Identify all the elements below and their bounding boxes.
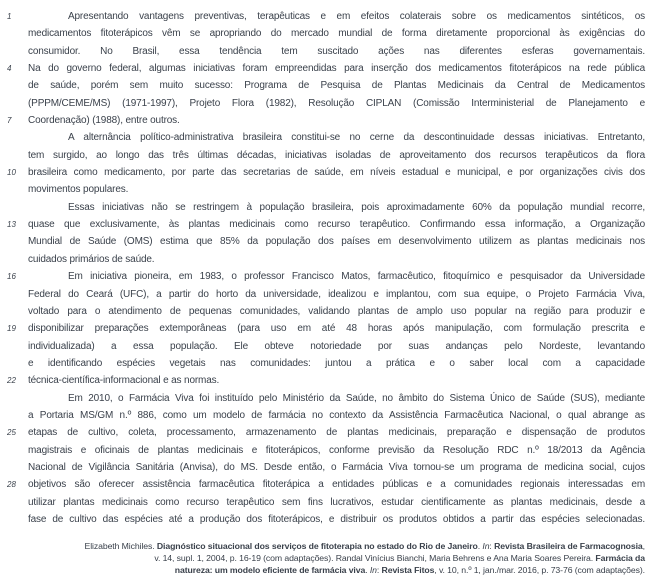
line-text: fase de cultivo das espécies até a produção dos fitoterápicos, e distribuir os produtos obtidos a partir das espécies selecionadas.: [28, 513, 645, 525]
line-text: utilizar plantas medicinais como recurso terapêutico sem fins lucrativos, estudar cientificamente as plantas medicinais, desde a: [28, 496, 645, 508]
line-text: medicamentos fitoterápicos vêm se apropriando do mercado mundial de forma diretamente proporcional às exigências do: [28, 28, 645, 40]
line-text: tem surgido, ao longo das três últimas décadas, iniciativas isoladas de aproveitamento dos recursos terapêuticos da flora: [28, 149, 645, 161]
text-line: [28, 43, 645, 60]
line-text: de saúde, porém sem muito sucesso: Programa de Pesquisa de Plantas Medicinais da Central de Medicamentos: [28, 80, 645, 92]
line-text: Coordenação) (1988), entre outros.: [28, 115, 180, 127]
text-line: [28, 338, 645, 355]
line-number: 25: [7, 428, 16, 438]
citation-segment: :: [489, 541, 495, 551]
line-text: Federal do Ceará (UFC), a partir do horto da universidade, idealizou e implantou, com sua equipe, o Projeto Farmácia Viva,: [28, 288, 645, 300]
citation-segment: In: [369, 564, 377, 575]
line-number: 19: [7, 324, 16, 334]
citation-segment: Revista Fitos: [381, 564, 435, 575]
text-line: [28, 251, 645, 268]
line-text: Essas iniciativas não se restringem à população brasileira, pois aproximadamente 60% da população mundial recorre,: [68, 201, 645, 213]
text-line: [28, 181, 645, 198]
line-text: Mundial de Saúde (OMS) estima que 85% da população dos países em desenvolvimento utilizem as plantas medicinais nos: [28, 236, 645, 248]
line-text: Apresentando vantagens preventivas, terapêuticas e em efeitos colaterais sobre os medicamentos sintéticos, os: [68, 11, 645, 22]
line-text: disponibilizar preparações extemporâneas (para uso em até 48 horas após manipulação, com formulação prescrita e: [28, 323, 645, 335]
text-line: [28, 442, 645, 459]
document-text-block: [7, 8, 645, 528]
line-number: 28: [7, 480, 16, 490]
line-number: 7: [7, 116, 12, 126]
text-line: [28, 286, 645, 303]
line-text: magistrais e oficinais de plantas medicinais e fitoterápicos, conforme previsão da Resolução RDC n.º 18/2013 da Agência: [28, 444, 645, 456]
line-text: individualizada) a essa população. Ele obteve notoriedade por suas andanças pelo Nordeste, levantando: [28, 340, 645, 352]
text-line: [28, 390, 645, 407]
text-line: [7, 112, 645, 129]
text-line: [7, 372, 645, 389]
text-line: [28, 303, 645, 320]
citation-segment: v. 14, supl. 1, 2004, p. 16-19 (com adaptações). Randal Vinícius Bianchi, Maria Behrens e Ana Maria Soares Pereira.: [154, 552, 596, 563]
line-text: quase que exclusivamente, às plantas medicinais como recurso terapêutico. Confirmando essa informação, a Organização: [28, 219, 645, 231]
line-text: Em 2010, o Farmácia Viva foi instituído pelo Ministério da Saúde, no âmbito do Sistema Único de Saúde (SUS), mediante: [68, 392, 645, 404]
citation-line: [70, 553, 645, 565]
citation-segment: natureza: um modelo eficiente de farmácia viva: [174, 564, 366, 575]
citation-segment: :: [376, 564, 382, 575]
text-line: [28, 511, 645, 528]
citation-line: [70, 541, 645, 553]
line-number: 4: [7, 64, 12, 74]
line-text: consumidor. No Brasil, essa tendência tem suscitado ações nas diferentes esferas governamentais.: [28, 45, 645, 57]
citation-segment: .: [365, 564, 370, 575]
line-text: cuidados primários de saúde.: [28, 253, 155, 265]
text-line: [7, 476, 645, 493]
text-line: [7, 320, 645, 337]
line-text: (PPPM/CEME/MS) (1971-1997), Projeto Flora (1982), Resolução CIPLAN (Comissão Interministerial de Planejamento e: [28, 97, 645, 109]
text-line: [7, 164, 645, 181]
citation-segment: , v. 10, n.º 1, jan./mar. 2016, p. 73-76 (com adaptações).: [434, 564, 645, 575]
line-number: 22: [7, 376, 16, 386]
line-text: etapas de cultivo, coleta, processamento, armazenamento de plantas medicinais, preparação e dispensação de produtos: [28, 427, 645, 439]
text-line: [28, 199, 645, 216]
text-line: [28, 233, 645, 250]
text-line: [28, 77, 645, 94]
citation-segment: Farmácia da: [595, 552, 645, 563]
line-text: movimentos populares.: [28, 184, 129, 196]
text-line: [28, 25, 645, 42]
citation-segment: .: [477, 541, 483, 551]
citation-segment: Diagnóstico situacional dos serviços de fitoterapia no estado do Rio de Janeiro: [156, 541, 478, 551]
line-text: e identificando espécies vegetais nas comunidades: juntou a prática e o saber local com a capacidade: [28, 357, 645, 369]
line-text: técnica-científica-informacional e as normas.: [28, 375, 220, 387]
text-line: [28, 129, 645, 146]
line-text: Em iniciativa pioneira, em 1983, o professor Francisco Matos, farmacêutico, fitoquímico e pesquisador da Universidade: [68, 271, 645, 283]
text-line: [7, 424, 645, 441]
citation-segment: ,: [642, 541, 645, 551]
line-number: 13: [7, 220, 16, 230]
line-text: voltado para o atendimento de pequenas comunidades, validando plantas de amplo uso popular na região para produzir e: [28, 305, 645, 317]
text-line: [28, 147, 645, 164]
line-number: 16: [7, 272, 16, 282]
line-text: objetivos são oferecer assistência farmacêutica fitoterápica a entidades públicas e a comunidades regionais interessadas em: [28, 479, 645, 491]
text-line: [7, 268, 645, 285]
line-text: brasileira como medicamento, por parte das secretarias de saúde, em níveis estadual e municipal, e por organizações civis dos: [28, 167, 645, 179]
line-text: a Portaria MS/GM n.º 886, como um modelo de farmácia no contexto da Assistência Farmacêutica Nacional, o qual abrange as: [28, 409, 645, 421]
text-line: [28, 494, 645, 511]
line-number: 10: [7, 168, 16, 178]
text-line: [28, 407, 645, 424]
citation-block: [70, 541, 645, 577]
text-line: [7, 8, 645, 25]
line-text: Nacional de Vigilância Sanitária (Anvisa), do MS. Desde então, o Farmácia Viva tornou-se um programa de medicina social, cujos: [28, 461, 645, 473]
citation-line: [70, 565, 645, 577]
line-text: A alternância político-administrativa brasileira constitui-se no cerne da descontinuidade dessas iniciativas. Entretanto,: [68, 132, 645, 144]
line-number: 1: [7, 12, 12, 21]
text-line: [7, 216, 645, 233]
line-text: Na do governo federal, algumas iniciativas foram empreendidas para inserção dos medicamentos fitoterápicos na rede pública: [28, 63, 645, 75]
citation-segment: Elizabeth Michiles.: [84, 541, 157, 551]
text-line: [28, 95, 645, 112]
text-line: [28, 355, 645, 372]
citation-segment: Revista Brasileira de Farmacognosia: [494, 541, 643, 551]
citation-segment: In: [482, 541, 490, 551]
text-line: [28, 459, 645, 476]
text-line: [7, 60, 645, 77]
